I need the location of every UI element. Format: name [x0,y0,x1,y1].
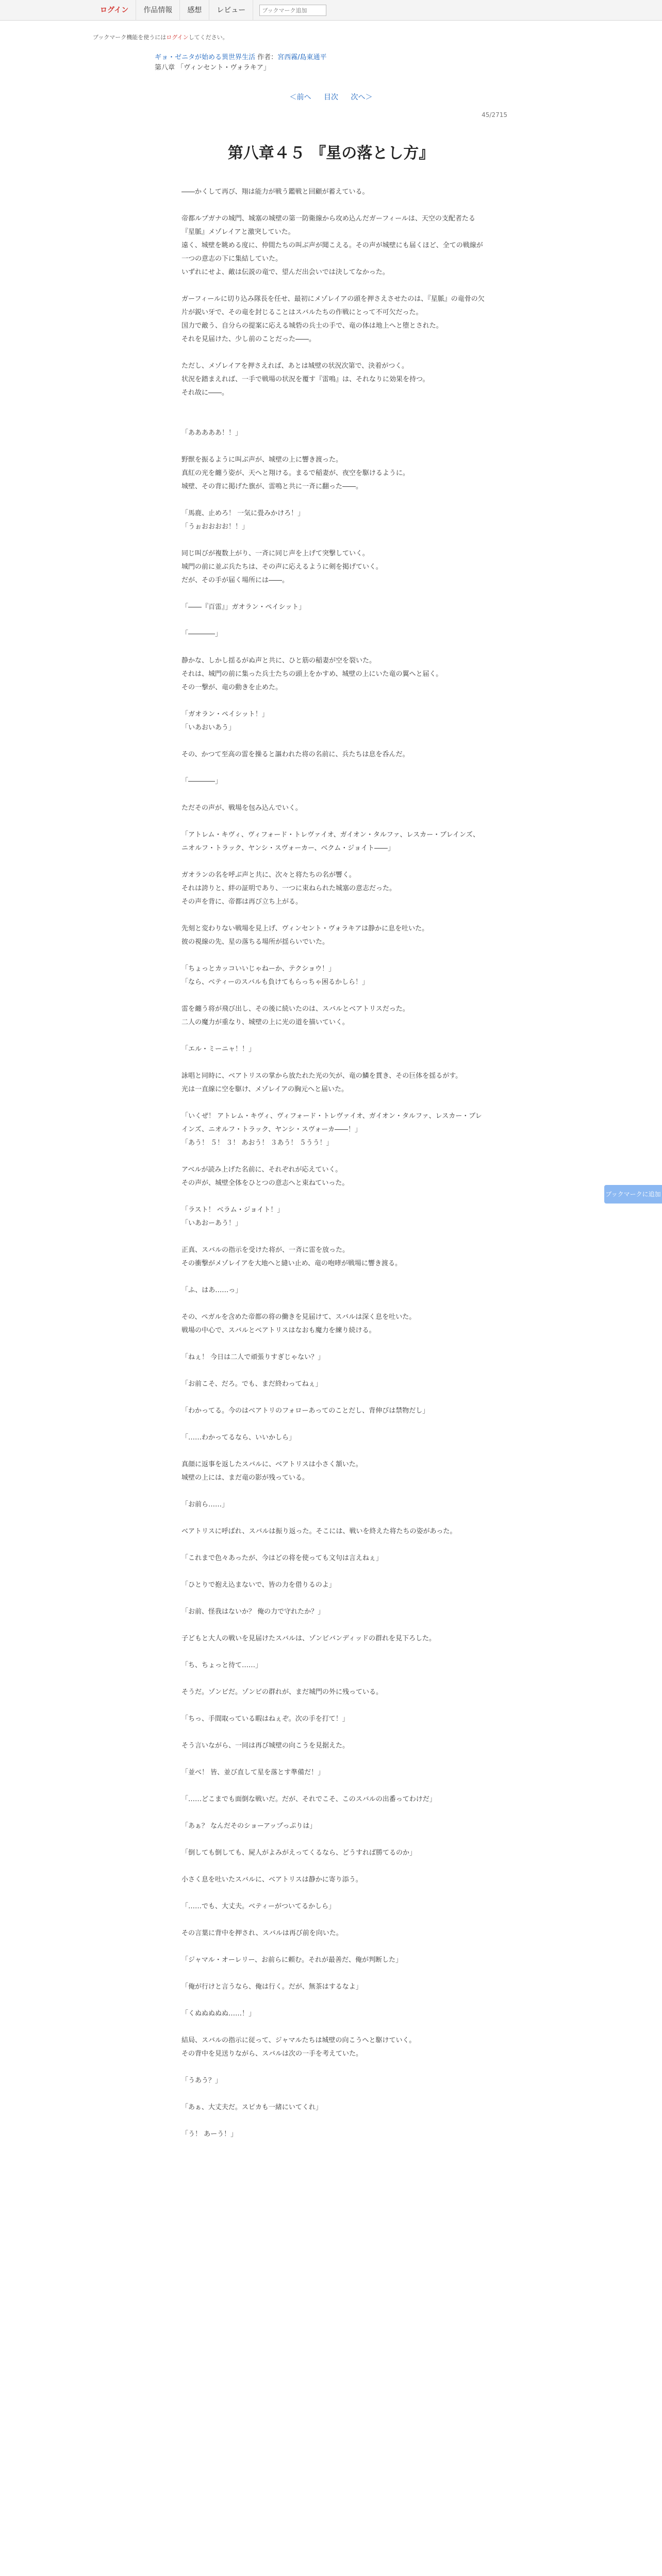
blank-line [181,1538,486,1552]
body-paragraph: 「――――」 [181,630,222,638]
blank-line [181,1418,486,1431]
body-paragraph: その一撃が、竜の動きを止めた。 [181,684,283,691]
blank-line [181,855,486,869]
series-line [155,53,327,63]
nav-impressions[interactable]: 感想 [180,0,209,21]
body-paragraph: 「なら、ベティーのスバルも負けてもらっちゃ困るかしら！」 [181,978,369,986]
body-paragraph: 「お前、怪我はないか？ 俺の力で守れたか？」 [181,1608,325,1616]
body-paragraph: 「お前ら……」 [181,1501,229,1509]
blank-line [181,1592,486,1605]
author-link[interactable]: 宮西霧/島東通平 [277,54,327,61]
body-paragraph: 帝都ルプガナの城門、城塞の城壁の第一防衛線から攻め込んだガーフィールは、天空の支配者たる『星脈』メゾレイアと激突していた。 [181,215,475,236]
blank-line [181,1096,486,1110]
blank-line [181,587,486,601]
breadcrumb [155,53,327,73]
body-paragraph: それを見届けた、少し前のことだった――。 [181,335,316,343]
blank-line [181,735,486,748]
body-paragraph: 「……わかってるなら、いいかしら」 [181,1434,296,1442]
next-link[interactable]: 次へ＞ [351,93,373,101]
body-paragraph: 「あぁ、大丈夫だ。スピカも一緒にいてくれ」 [181,2104,322,2111]
blank-line [181,494,486,507]
body-paragraph: 「ちっ、手間取っている暇はねぇぞ。次の手を打て！」 [181,1715,349,1723]
blank-line [181,1512,486,1525]
nav-work-info[interactable]: 作品情報 [136,0,180,21]
author-label: 作者： [257,54,278,61]
blank-line [181,1445,486,1458]
body-paragraph: その衝撃がメゾレイアを大地へと縫い止め、竜の咆哮が戦場に響き渡る。 [181,1260,402,1267]
blank-line [181,1833,486,1846]
body-paragraph: 二人の魔力が重なり、城壁の上に光の道を描いていく。 [181,1019,349,1026]
body-paragraph: 「ジャマル・オーレリー、お前らに頼む。それが最善だ、俺が判断した」 [181,1956,402,1964]
body-paragraph: 「うぉおおおお！！」 [181,523,249,531]
body-paragraph: ただし、メゾレイアを押さえれば、あとは城壁の状況次第で、決着がつく。 [181,362,409,370]
login-prompt-link[interactable]: ログイン [166,34,189,41]
blank-line [181,1056,486,1070]
body-paragraph: 「ちょっとカッコいいじゃねーか、テクショウ！」 [181,965,336,973]
blank-line [181,2021,486,2034]
blank-line [181,909,486,922]
body-paragraph: 「これまで色々あったが、今はどの将を使っても文句は言えねぇ」 [181,1554,383,1562]
blank-line [181,1190,486,1204]
series-link[interactable]: ギョ・ゼニタが始める異世界生活 [155,54,256,61]
blank-line [181,279,486,293]
body-paragraph: そうだ。ゾンビだ。ゾンビの群れが、まだ城門の外に残っている。 [181,1688,383,1696]
body-paragraph: 同じ叫びが複数上がり、一斉に同じ声を上げて突撃していく。 [181,550,369,557]
blank-line [181,534,486,547]
body-paragraph: 「俺が行けと言うなら、俺は行く。だが、無茶はするなよ」 [181,1983,362,1991]
body-paragraph: それは誇りと、絆の証明であり、一つに束ねられた城塞の意志だった。 [181,885,396,892]
nav-reviews[interactable]: レビュー [209,0,253,21]
blank-line [181,400,486,413]
body-paragraph: ガーフィールに切り込み隊長を任せ、最初にメゾレイアの頭を押さえさせたのは、『星脈』の竜骨の欠片が鋭い牙で、その竜を封じることはスバルたちの作戦にとって不可欠だった。 [181,295,485,316]
blank-line [181,989,486,1003]
blank-line [181,694,486,708]
blank-line [181,949,486,962]
body-paragraph: それは、城門の前に集った兵士たちの頭上をかすめ、城壁の上にいた竜の翼へと届く。 [181,670,443,678]
body-paragraph: 「わかってる。今のはベアトリのフォローあってのことだし、背伸びは禁物だし」 [181,1407,429,1415]
login-prompt-post: してください。 [188,34,228,41]
body-paragraph: 「いあおーあう！」 [181,1219,242,1227]
blank-line [181,1270,486,1284]
site-nav [93,0,326,21]
blank-line [181,1940,486,1954]
body-paragraph: 「あああああ！！」 [181,429,242,437]
body-paragraph: 「ラスト！ ベラム・ジョイト！」 [181,1206,284,1214]
body-paragraph: その声を背に、帝都は再び立ち上がる。 [181,898,303,906]
body-paragraph: ――かくして再び、翔は能力が戦う鑑戦と回顧が蓄えている。 [181,188,369,196]
body-paragraph: 「ねぇ！ 今日は二人で頑張りすぎじゃない？」 [181,1353,325,1361]
body-paragraph: 「アトレム・キヴィ、ヴィフォード・トレヴァイオ、ガイオン・タルファ、レスカー・ブレインズ、ニオルフ・トラック、ヤンシ・スヴォーカー、ベクム・ジョイト――」 [181,831,479,852]
novel-body [181,185,486,2141]
blank-line [181,413,486,427]
blank-line [181,1029,486,1043]
body-paragraph: 「馬鹿、止めろ！ 一気に畳みかけろ！」 [181,510,305,517]
blank-line [181,199,486,212]
login-prompt [93,33,228,41]
body-paragraph: 「ひとりで抱え込まないで、皆の力を借りるのよ」 [181,1581,336,1589]
page-number: 45/2715 [482,111,507,118]
body-paragraph: 真紅の光を纏う姿が、天へと翔ける。まるで稲妻が、夜空を駆けるように。 [181,469,409,477]
body-paragraph: 「……でも、大丈夫。ベティーがついてるかしら」 [181,1903,335,1910]
body-paragraph: 城門の前に並ぶ兵たちは、その声に応えるように剣を掲げていく。 [181,563,383,571]
blank-line [181,2088,486,2101]
chapter-title: 第八章４５ 『星の落とし方』 [227,144,435,163]
body-paragraph: 「倒しても倒しても、屍人がよみがえってくるなら、どうすれば勝てるのか」 [181,1849,417,1857]
body-paragraph: 状況を踏まえれば、一手で戦場の状況を覆す『雷鳴』は、それなりに効果を持つ。 [181,376,429,383]
body-paragraph: だが、その手が届く場所には――。 [181,577,289,584]
body-paragraph: 城壁、その背に掲げた旗が、雷鳴と共に一斉に翻った――。 [181,483,363,490]
blank-line [181,761,486,775]
blank-line [181,1364,486,1378]
blank-line [181,1297,486,1311]
body-paragraph: ベアトリスに呼ばれ、スバルは振り返った。そこには、戦いを終えた将たちの姿があった。 [181,1528,457,1535]
body-paragraph: ただその声が、戦場を包み込んでいく。 [181,804,302,812]
body-paragraph: 正真、スバルの指示を受けた将が、一斉に雷を放った。 [181,1246,350,1254]
blank-line [181,1994,486,2007]
blank-line [181,1967,486,1980]
blank-line [181,1391,486,1404]
blank-line [181,1806,486,1820]
body-paragraph: 「――『百雷』」ガオラン・ペイシット」 [181,603,306,611]
body-paragraph: 子どもと大人の戦いを見届けたスバルは、ゾンビバンディッドの群れを見下ろした。 [181,1635,436,1642]
body-paragraph: 「あう！ ５！ ３！ あおう！ ３あう！ ５うう！」 [181,1139,333,1147]
toc-link[interactable]: 目次 [324,93,338,101]
body-paragraph: 結局、スバルの指示に従って、ジャマルたちは城壁の向こうへと駆けていく。 [181,2037,416,2044]
blank-line [181,614,486,628]
blank-line [181,1726,486,1739]
login-link[interactable] [93,0,136,21]
body-paragraph: いずれにせよ、敵は伝説の竜で、望んだ出会いでは決してなかった。 [181,268,389,276]
chapter-pager [0,92,662,102]
login-label: ログイン [100,6,129,14]
blank-line [181,1753,486,1766]
body-paragraph: 「ち、ちょっと待て……」 [181,1662,262,1669]
blank-line [181,346,486,360]
body-paragraph: 「あぁ？ なんだそのショーアップっぷりは」 [181,1822,317,1830]
login-prompt-pre: ブックマーク機能を使うには [93,34,167,41]
blank-line [181,2061,486,2074]
body-paragraph: アベルが読み上げた名前に、それぞれが応えていく。 [181,1166,342,1174]
blank-line [181,1485,486,1498]
body-paragraph: 小さく息を吐いたスバルに、ベアトリスは静かに寄り添う。 [181,1876,362,1884]
blank-line [181,2114,486,2128]
blank-line [181,1887,486,1900]
blank-line [181,1337,486,1351]
body-paragraph: 「――――」 [181,777,222,785]
body-paragraph: その背中を見送りながら、スバルは次の一手を考えていた。 [181,2050,363,2058]
body-paragraph: 国力で敵う、自分らの提案に応える城砦の兵士の手で、竜の体は地上へと堕とされた。 [181,322,443,330]
body-paragraph: 「並べ！ 皆、並び直して星を落とす準備だ！」 [181,1769,325,1776]
body-paragraph: 光は一直線に空を駆け、メゾレイアの胸元へと届いた。 [181,1086,349,1093]
body-paragraph: ガオランの名を呼ぶ声と共に、次々と将たちの名が響く。 [181,871,356,879]
blank-line [181,1780,486,1793]
blank-line [181,440,486,453]
body-paragraph: それ故に――。 [181,389,229,397]
body-paragraph: 「エル・ミーニャ！！」 [181,1045,256,1053]
blank-line [181,1672,486,1686]
prev-link[interactable]: ＜前へ [289,93,311,101]
body-paragraph: 野獣を振るように叫ぶ声が、城壁の上に響き渡った。 [181,456,343,464]
body-paragraph: 彼の視線の先、星の落ちる場所が揺らいでいた。 [181,938,329,946]
blank-line [181,1860,486,1873]
body-paragraph: 「……どこまでも面倒な戦いだ。だが、それでこそ、このスバルの出番ってわけだ」 [181,1795,436,1803]
body-paragraph: 「お前こそ、だろ。でも、まだ終わってねぇ」 [181,1380,322,1388]
body-paragraph: 「う！ あーう！」 [181,2130,238,2138]
body-paragraph: 先刻と変わりない戦場を見上げ、ヴィンセント・ヴォラキアは静かに息を吐いた。 [181,925,429,933]
body-paragraph: 静かな、しかし揺るがぬ声と共に、ひと筋の稲妻が空を裂いた。 [181,657,376,665]
body-paragraph: 城壁の上には、まだ竜の影が残っている。 [181,1474,309,1482]
body-paragraph: その声が、城壁全体をひとつの意志へと束ねていった。 [181,1179,349,1187]
body-paragraph: その、ペガルを含めた帝都の将の働きを見届けて、スバルは深く息を吐いた。 [181,1313,416,1321]
body-paragraph: 「いあおいあう」 [181,724,236,732]
body-paragraph: 「いくぜ！ アトレム・キヴィ、ヴィフォード・トレヴァイオ、ガイオン・タルファ、レスカー・ブレインズ、ニオルフ・トラック、ヤンシ・スヴォーカ――！」 [181,1112,482,1133]
body-paragraph: 「ふ、はあ……っ」 [181,1286,242,1294]
blank-line [181,1646,486,1659]
blank-line [181,641,486,654]
blank-line [181,1699,486,1713]
body-paragraph: 真顔に返事を返したスバルに、ベアトリスは小さく頷いた。 [181,1461,362,1468]
body-paragraph: 「くぬぬぬぬぬ……！」 [181,2010,256,2018]
body-paragraph: 「ガオラン・ペイシット！」 [181,710,269,718]
body-paragraph: 雷を纏う将が飛び出し、その後に続いたのは、スバルとベアトリスだった。 [181,1005,409,1013]
body-paragraph: その言葉に背中を押され、スバルは再び前を向いた。 [181,1929,343,1937]
body-paragraph: 戦場の中心で、スバルとベアトリスはなおも魔力を練り続ける。 [181,1327,376,1334]
blank-line [181,815,486,828]
add-bookmark-button[interactable]: ブックマークに追加 [604,1185,662,1204]
blank-line [181,788,486,802]
body-paragraph: そう言いながら、一同は再び城壁の向こうを見据えた。 [181,1742,350,1750]
chapter-heading: 第八章 「ヴィンセント・ヴォラキア」 [155,64,270,72]
body-paragraph: 「うあう？」 [181,2077,222,2084]
body-paragraph: 詠唱と同時に、ベアトリスの掌から放たれた光の矢が、竜の鱗を貫き、その巨体を揺るがす。 [181,1072,462,1080]
blank-line [181,1619,486,1632]
top-navigation-bar [0,0,662,21]
body-paragraph: その、かつて至高の雷を操ると謳われた将の名前に、兵たちは息を呑んだ。 [181,751,409,758]
blank-line [181,1913,486,1927]
blank-line [181,1230,486,1244]
blank-line [181,1150,486,1163]
bookmark-add-input[interactable] [259,5,326,16]
blank-line [181,1565,486,1579]
body-paragraph: 遠く、城壁を眺める度に、仲間たちの叫ぶ声が聞こえる。その声が城壁にも届くほど、全ての戦線が一つの意志の下に集結していた。 [181,242,483,263]
